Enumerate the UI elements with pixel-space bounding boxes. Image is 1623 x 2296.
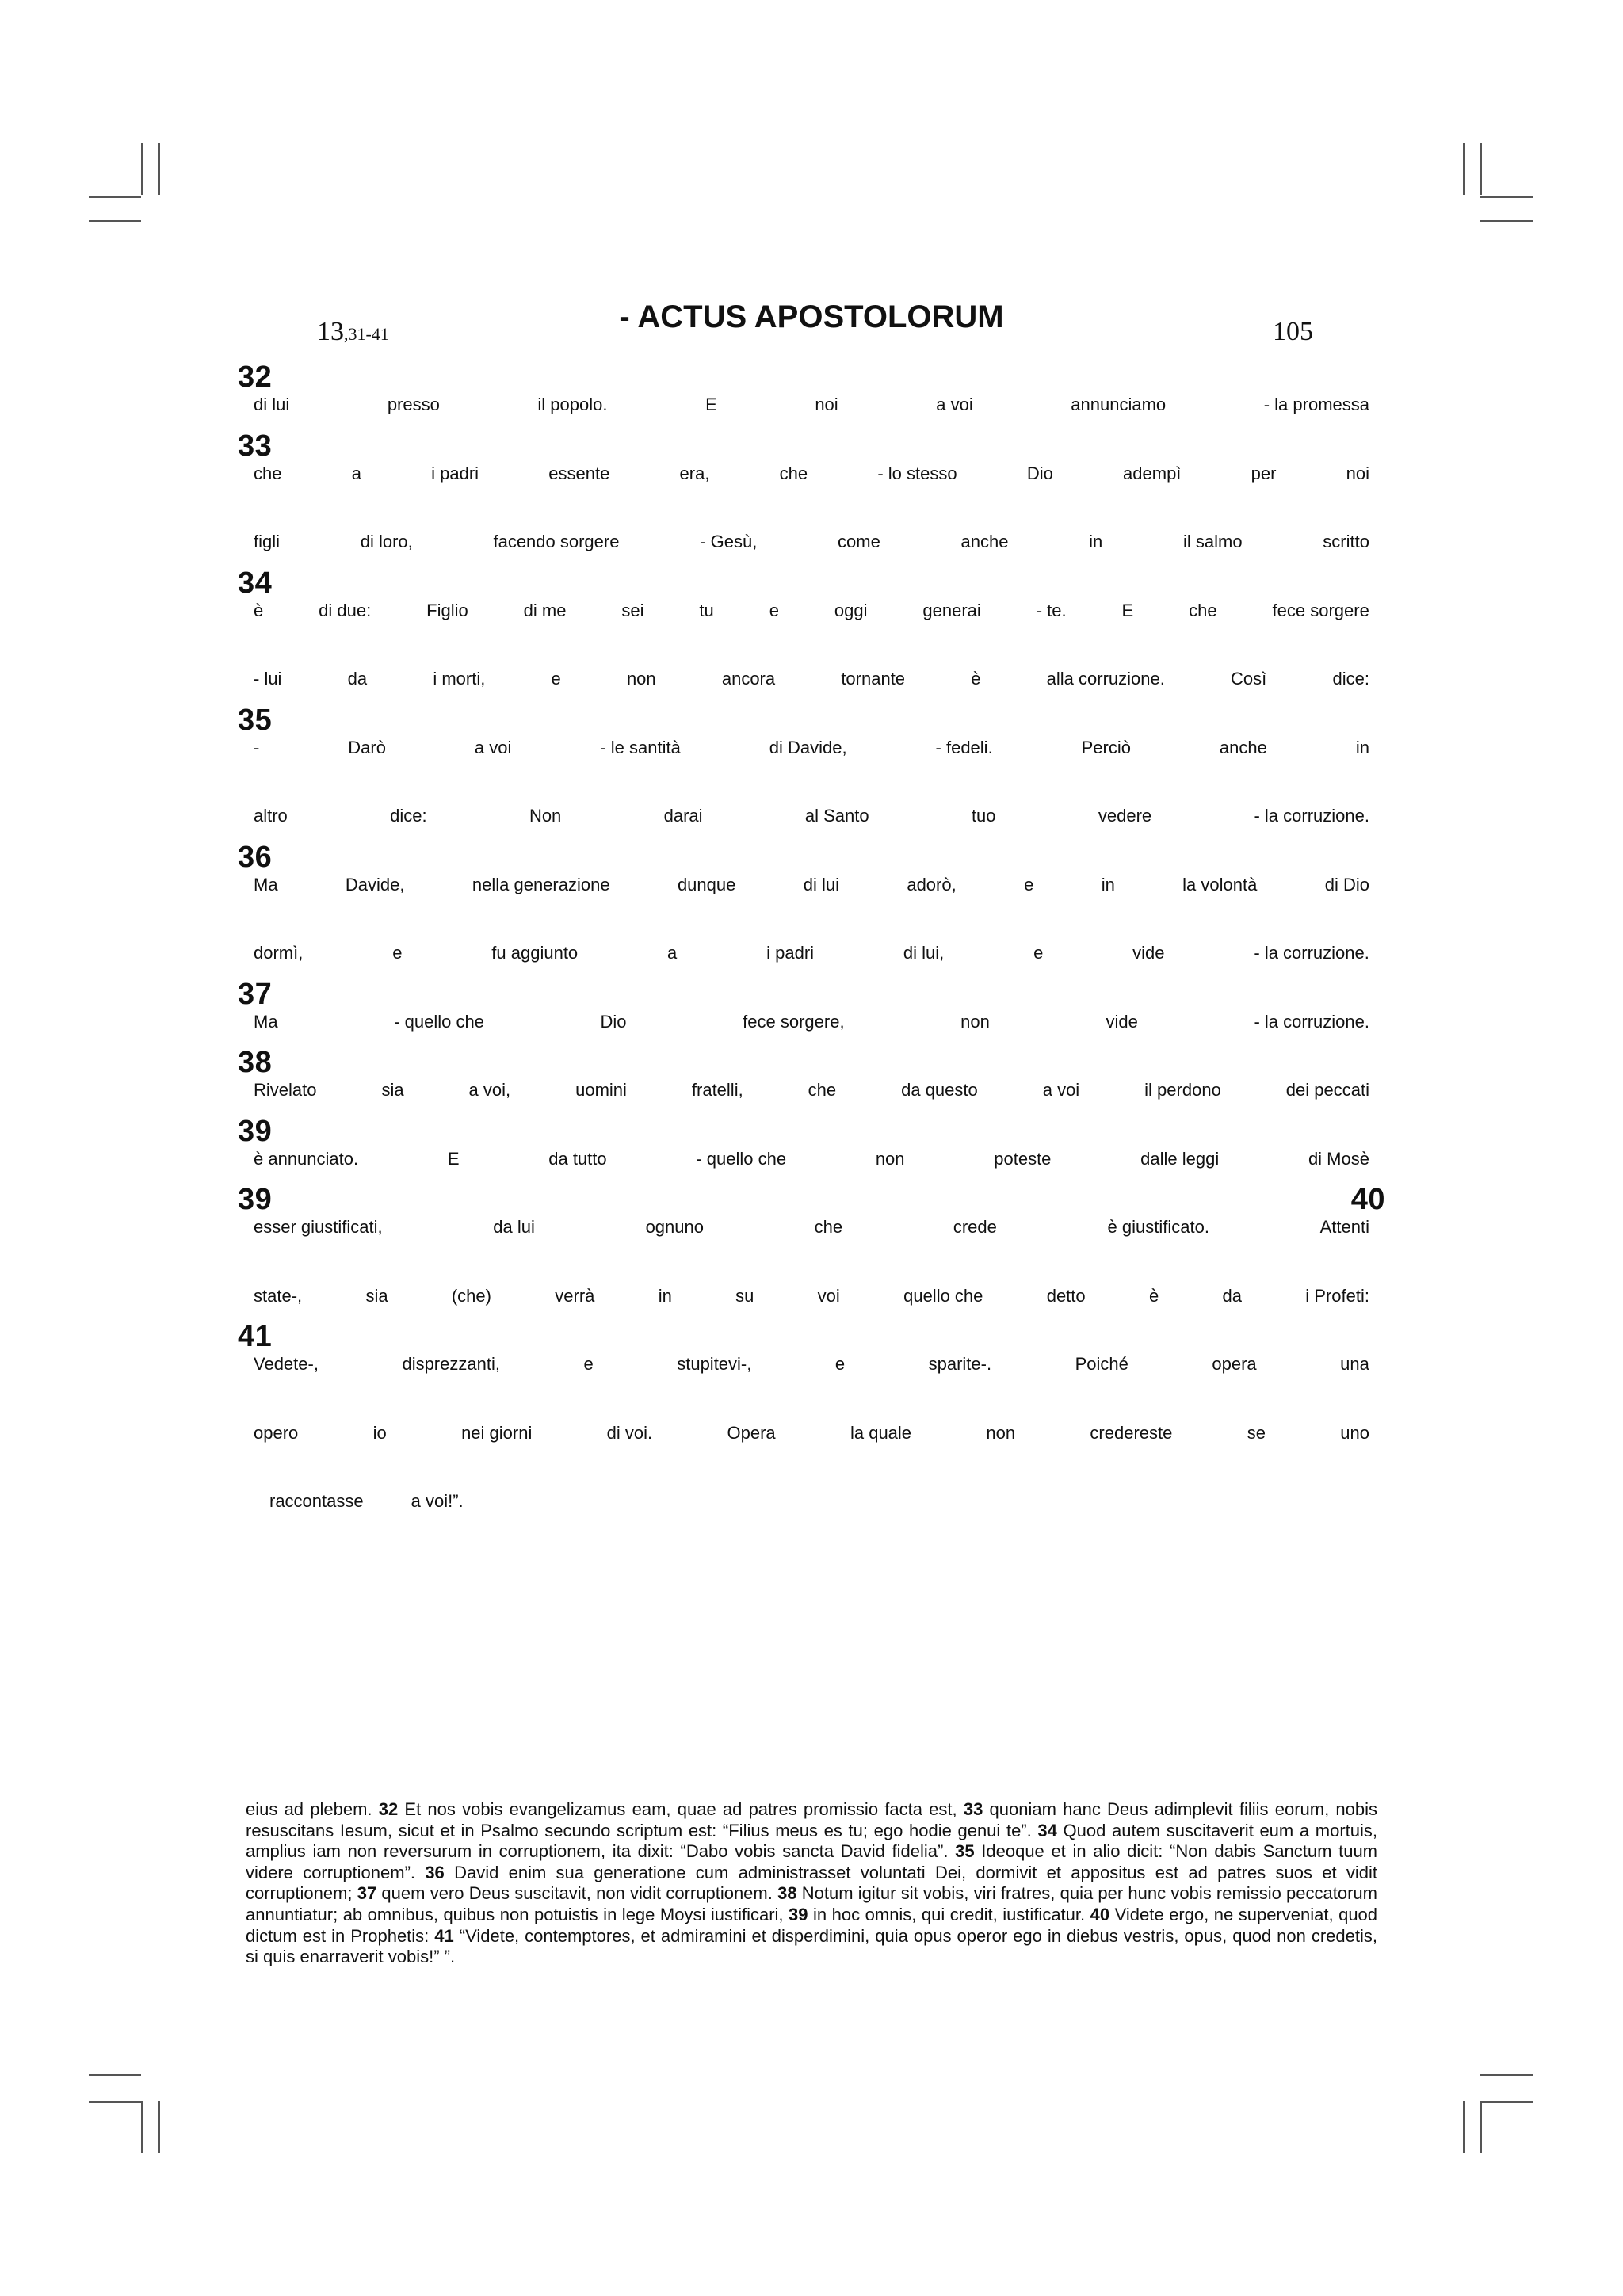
gloss-word: tornante xyxy=(841,669,906,688)
verse-number: 35 xyxy=(238,703,273,737)
gloss-word: di lui xyxy=(254,395,290,414)
latin-verse-text: David enim sua generatione cum administrasset voluntati Dei, dormivit et appositus est ad patres suos et vidit corruptionem; xyxy=(246,1862,1377,1904)
latin-vulgate-text xyxy=(246,1799,1377,1968)
gloss-word: da tutto xyxy=(548,1148,607,1169)
gloss-word: Davide, xyxy=(345,874,405,894)
gloss-word: non xyxy=(986,1422,1016,1443)
gloss-word: di loro, xyxy=(360,532,413,551)
italian-gloss-line xyxy=(238,463,1385,484)
gloss-word: darai xyxy=(663,806,703,826)
gloss-word: da lui xyxy=(493,1217,535,1237)
gloss-word: di lui xyxy=(803,874,839,894)
italian-gloss-line xyxy=(238,601,1385,621)
latin-verse-text: Notum igitur sit vobis, viri fratres, quia per hunc vobis remissio peccatorum annuntiatur; ab omnibus, quibus non potuistis in lege Moysi iustificari, xyxy=(246,1883,1377,1924)
italian-gloss-line xyxy=(238,1012,1385,1032)
armenian-line xyxy=(238,1382,1385,1423)
gloss-word: e xyxy=(1033,943,1044,963)
gloss-word: - lui xyxy=(254,669,282,688)
interlinear-line xyxy=(238,902,1385,971)
gloss-word: di voi. xyxy=(606,1422,653,1443)
gloss-word: Ma xyxy=(254,1011,278,1032)
crop-mark xyxy=(1480,220,1533,222)
gloss-word: e xyxy=(551,669,561,688)
italian-gloss-line xyxy=(238,395,1385,415)
verse-number: 39 xyxy=(238,1114,273,1148)
gloss-word: Dio xyxy=(1026,463,1053,483)
interlinear-line xyxy=(238,1382,1385,1451)
latin-verse-text: Videte ergo, ne superveniat, quod dictum est in Prophetis: xyxy=(246,1904,1378,1946)
armenian-line xyxy=(238,1108,1385,1149)
gloss-word: anche xyxy=(1219,737,1267,757)
verse-number: 38 xyxy=(238,1046,273,1079)
gloss-word: dunque xyxy=(677,874,736,894)
gloss-word: oggi xyxy=(834,600,868,620)
armenian-line xyxy=(238,1039,1385,1080)
gloss-word: detto xyxy=(1046,1285,1086,1306)
gloss-word: e xyxy=(834,1354,846,1374)
gloss-word: dalle leggi xyxy=(1140,1148,1220,1169)
armenian-line xyxy=(238,1176,1385,1217)
latin-verse-text: Ideoque et in alio dicit: “Non dabis Sanctum tuum videre corruptionem”. xyxy=(246,1841,1378,1882)
gloss-word: da xyxy=(1222,1285,1242,1306)
armenian-line xyxy=(238,559,1385,601)
gloss-word: io xyxy=(372,1422,387,1443)
verse-number: 33 xyxy=(238,429,273,463)
verse-number: 41 xyxy=(238,1320,273,1353)
italian-gloss-line xyxy=(238,1491,1385,1512)
armenian-line xyxy=(238,902,1385,943)
gloss-word: - la corruzione. xyxy=(1254,1011,1369,1032)
latin-verse-number: 32 xyxy=(378,1799,399,1819)
italian-gloss-line xyxy=(238,806,1385,826)
gloss-word: la quale xyxy=(850,1422,912,1443)
armenian-line xyxy=(238,353,1385,395)
gloss-word: di Dio xyxy=(1324,874,1369,894)
italian-gloss-line xyxy=(238,738,1385,758)
gloss-word: non xyxy=(875,1148,905,1169)
crop-mark xyxy=(1480,2101,1533,2103)
gloss-word: è giustificato. xyxy=(1107,1217,1209,1237)
gloss-word: verrà xyxy=(555,1285,595,1306)
gloss-word: sia xyxy=(365,1285,388,1306)
gloss-word: a voi!”. xyxy=(411,1491,464,1511)
gloss-word: - le santità xyxy=(600,737,681,757)
gloss-word: a xyxy=(351,463,361,483)
armenian-line xyxy=(238,971,1385,1012)
verse-number: 34 xyxy=(238,566,273,600)
crop-mark xyxy=(1480,2101,1482,2153)
gloss-word: sparite-. xyxy=(928,1354,992,1374)
gloss-word: esser giustificati, xyxy=(254,1217,383,1237)
gloss-word: uomini xyxy=(575,1080,627,1100)
gloss-word: Vedete-, xyxy=(254,1354,319,1374)
armenian-line xyxy=(238,422,1385,463)
armenian-line xyxy=(238,1313,1385,1354)
gloss-word: quello che xyxy=(903,1285,983,1306)
gloss-word: i Profeti: xyxy=(1305,1285,1369,1306)
armenian-line xyxy=(238,833,1385,875)
interlinear-line xyxy=(238,1108,1385,1177)
running-title xyxy=(0,299,1623,335)
latin-verse-text: eius ad plebem. xyxy=(246,1799,379,1819)
gloss-word: a xyxy=(667,943,678,963)
verse-number: 40 xyxy=(1350,1183,1385,1216)
gloss-word: Così xyxy=(1231,669,1267,688)
latin-verse-text: Et nos vobis evangelizamus eam, quae ad patres promissio facta est, xyxy=(398,1799,964,1819)
gloss-word: - Gesù, xyxy=(700,532,758,551)
crop-mark xyxy=(141,2101,143,2153)
gloss-word: a voi xyxy=(474,737,512,757)
interlinear-line xyxy=(238,559,1385,628)
gloss-word: ancora xyxy=(721,669,776,688)
crop-mark xyxy=(89,2074,141,2076)
latin-verse-number: 41 xyxy=(434,1925,454,1946)
gloss-word: crede xyxy=(953,1217,997,1237)
gloss-word: (che) xyxy=(451,1285,491,1306)
gloss-word: anche xyxy=(960,532,1009,551)
latin-verse-text: “Videte, contemptores, et admiramini et disperdimini, quia opus operor ego in diebus vestris, opus, quod non credetis, si quis enarraverit vobis!” ”. xyxy=(246,1925,1377,1967)
gloss-word: sei xyxy=(621,600,644,620)
interlinear-line xyxy=(238,1245,1385,1314)
gloss-word: che xyxy=(254,463,282,483)
gloss-word: per xyxy=(1251,463,1277,483)
gloss-word: il popolo. xyxy=(537,395,608,414)
gloss-word: che xyxy=(808,1080,837,1100)
gloss-word: Figlio xyxy=(426,600,468,620)
crop-mark xyxy=(89,196,141,198)
italian-gloss-line xyxy=(238,1354,1385,1375)
verse-number: 32 xyxy=(238,360,273,394)
italian-gloss-line xyxy=(238,669,1385,689)
gloss-word: stupitevi-, xyxy=(677,1354,752,1374)
gloss-word: una xyxy=(1340,1354,1369,1374)
gloss-word: da xyxy=(347,669,368,688)
crop-mark xyxy=(1480,143,1482,195)
interlinear-line xyxy=(238,833,1385,902)
crop-mark xyxy=(141,143,143,195)
gloss-word: noi xyxy=(815,395,838,414)
latin-verse-number: 35 xyxy=(955,1841,975,1862)
gloss-word: il salmo xyxy=(1183,532,1243,551)
gloss-word: in xyxy=(1101,874,1115,894)
verse-number: 39 xyxy=(238,1183,273,1216)
gloss-word: disprezzanti, xyxy=(402,1354,500,1374)
page-number: 105 xyxy=(1273,317,1313,346)
armenian-line xyxy=(238,627,1385,669)
armenian-line xyxy=(238,490,1385,532)
gloss-word: è xyxy=(1148,1285,1159,1306)
gloss-word: è xyxy=(971,669,981,688)
verse-range: ,31-41 xyxy=(344,324,389,344)
gloss-word: credereste xyxy=(1090,1422,1173,1443)
title-latin: ACTUS APOSTOLORUM xyxy=(637,299,1004,334)
gloss-word: in xyxy=(658,1285,672,1306)
interlinear-line xyxy=(238,971,1385,1039)
crop-mark xyxy=(89,2101,141,2103)
gloss-word: è annunciato. xyxy=(254,1148,359,1169)
interlinear-line xyxy=(238,490,1385,559)
gloss-word: fratelli, xyxy=(691,1080,743,1100)
interlinear-line xyxy=(238,1313,1385,1382)
italian-gloss-line xyxy=(238,1149,1385,1169)
gloss-word: - la corruzione. xyxy=(1254,943,1369,963)
latin-verse-number: 38 xyxy=(777,1883,797,1904)
gloss-word: facendo sorgere xyxy=(493,532,620,551)
gloss-word: al Santo xyxy=(804,806,869,826)
gloss-word: nei giorni xyxy=(461,1422,533,1443)
gloss-word: di due: xyxy=(319,600,372,620)
interlinear-line xyxy=(238,422,1385,491)
gloss-word: fece sorgere xyxy=(1272,600,1369,620)
gloss-word: nella generazione xyxy=(472,874,610,894)
gloss-word: fu aggiunto xyxy=(491,943,579,963)
armenian-line xyxy=(238,765,1385,806)
gloss-word: poteste xyxy=(994,1148,1052,1169)
gloss-word: ognuno xyxy=(645,1217,704,1237)
gloss-word: dice: xyxy=(1332,669,1369,688)
crop-mark xyxy=(1480,2074,1533,2076)
gloss-word: Perciò xyxy=(1081,737,1131,757)
gloss-word: di lui, xyxy=(903,943,945,963)
latin-verse-number: 39 xyxy=(789,1904,808,1924)
interlinear-line xyxy=(238,696,1385,765)
gloss-word: opera xyxy=(1212,1354,1257,1374)
gloss-word: come xyxy=(838,532,880,551)
armenian-line xyxy=(238,1245,1385,1286)
gloss-word: e xyxy=(392,943,403,963)
gloss-word: che xyxy=(814,1217,843,1237)
latin-verse-text: in hoc omnis, qui credit, iustificatur. xyxy=(808,1904,1090,1924)
gloss-word: - quello che xyxy=(394,1011,484,1032)
gloss-word: a voi xyxy=(1042,1080,1080,1100)
italian-gloss-line xyxy=(238,1217,1385,1238)
latin-verse-number: 37 xyxy=(357,1883,377,1904)
italian-gloss-line xyxy=(238,1286,1385,1306)
gloss-word: opero xyxy=(254,1422,299,1443)
gloss-word: - la promessa xyxy=(1263,395,1369,414)
interlinear-line xyxy=(238,1450,1385,1519)
gloss-word: raccontasse xyxy=(269,1491,364,1511)
gloss-word: i padri xyxy=(431,463,479,483)
title-separator: - xyxy=(619,299,638,334)
gloss-word: Ma xyxy=(254,874,278,894)
interlinear-line xyxy=(238,1039,1385,1108)
gloss-word: sia xyxy=(381,1080,404,1100)
italian-gloss-line xyxy=(238,943,1385,963)
armenian-line xyxy=(238,696,1385,738)
gloss-word: generai xyxy=(922,600,981,620)
gloss-word: - la corruzione. xyxy=(1254,806,1369,826)
gloss-word: Rivelato xyxy=(254,1080,317,1100)
interlinear-line xyxy=(238,353,1385,422)
gloss-word: a voi, xyxy=(468,1080,511,1100)
crop-mark xyxy=(158,2101,160,2153)
gloss-word: - quello che xyxy=(696,1148,787,1169)
gloss-word: state-, xyxy=(254,1285,303,1306)
crop-mark xyxy=(89,220,141,222)
verse-number: 36 xyxy=(238,840,273,874)
gloss-word: è xyxy=(254,600,264,620)
latin-verse-number: 36 xyxy=(425,1862,445,1882)
gloss-word: voi xyxy=(817,1285,840,1306)
gloss-word: da questo xyxy=(901,1080,978,1100)
gloss-word: essente xyxy=(548,463,610,483)
gloss-word: e xyxy=(1024,874,1034,894)
italian-gloss-line xyxy=(238,1080,1385,1100)
gloss-word: Poiché xyxy=(1075,1354,1128,1374)
latin-verse-text: Quod autem suscitaverit eum a mortuis, amplius iam non reversurum in corruptionem, ita dixit: “Dabo vobis sancta David fidelia”. xyxy=(246,1820,1378,1862)
gloss-word: Dio xyxy=(600,1011,627,1032)
gloss-word: a voi xyxy=(936,395,973,414)
gloss-word: E xyxy=(447,1148,460,1169)
verse-number: 37 xyxy=(238,977,273,1011)
interlinear-line xyxy=(238,1176,1385,1245)
gloss-word: in xyxy=(1355,737,1369,757)
italian-gloss-line xyxy=(238,875,1385,895)
gloss-word: adempì xyxy=(1123,463,1182,483)
gloss-word: la volontà xyxy=(1182,874,1258,894)
gloss-word: - fedeli. xyxy=(935,737,993,757)
gloss-word: vide xyxy=(1106,1011,1138,1032)
gloss-word: vide xyxy=(1132,943,1165,963)
gloss-word: Attenti xyxy=(1319,1217,1369,1237)
gloss-word: di me xyxy=(523,600,567,620)
latin-verse-number: 40 xyxy=(1090,1904,1110,1924)
gloss-word: che xyxy=(779,463,808,483)
gloss-word: tuo xyxy=(971,806,996,826)
gloss-word: fece sorgere, xyxy=(743,1011,845,1032)
gloss-word: figli xyxy=(254,532,281,551)
gloss-word: - xyxy=(254,737,260,757)
gloss-word: il perdono xyxy=(1144,1080,1221,1100)
gloss-word: dice: xyxy=(390,806,427,826)
latin-verse-number: 34 xyxy=(1037,1820,1057,1840)
gloss-word: Darò xyxy=(348,737,386,757)
gloss-word: vedere xyxy=(1098,806,1152,826)
gloss-word: tu xyxy=(699,600,714,620)
gloss-word: - lo stesso xyxy=(877,463,957,483)
gloss-word: adorò, xyxy=(907,874,957,894)
gloss-word: presso xyxy=(387,395,440,414)
gloss-word: e xyxy=(769,600,779,620)
gloss-word: era, xyxy=(679,463,710,483)
gloss-word: uno xyxy=(1340,1422,1369,1443)
gloss-word: e xyxy=(583,1354,594,1374)
gloss-word: in xyxy=(1089,532,1103,551)
gloss-word: su xyxy=(735,1285,754,1306)
crop-mark xyxy=(1463,2101,1465,2153)
gloss-word: scritto xyxy=(1323,532,1369,551)
interlinear-line xyxy=(238,765,1385,833)
latin-verse-text: quoniam hanc Deus adimplevit filiis eorum, nobis resuscitans Iesum, sicut et in Psalmo secundo scriptum est: “Filius meus es tu; ego hodie genui te”. xyxy=(246,1799,1378,1840)
gloss-word: E xyxy=(705,395,717,414)
running-header xyxy=(0,299,1623,355)
gloss-word: alla corruzione. xyxy=(1046,669,1165,688)
gloss-word: - te. xyxy=(1036,600,1067,620)
gloss-word: E xyxy=(1121,600,1134,620)
armenian-line xyxy=(238,1450,1385,1491)
crop-mark xyxy=(158,143,160,195)
gloss-word: annunciamo xyxy=(1071,395,1167,414)
interlinear-text xyxy=(238,353,1385,1519)
crop-mark xyxy=(1480,196,1533,198)
gloss-word: se xyxy=(1247,1422,1266,1443)
gloss-word: dei peccati xyxy=(1285,1080,1369,1100)
gloss-word: non xyxy=(626,669,656,688)
gloss-word: Opera xyxy=(727,1422,776,1443)
gloss-word: i padri xyxy=(766,943,815,963)
gloss-word: i morti, xyxy=(433,669,486,688)
italian-gloss-line xyxy=(238,532,1385,552)
latin-verse-number: 33 xyxy=(963,1799,983,1819)
gloss-word: dormì, xyxy=(254,943,304,963)
gloss-word: di Davide, xyxy=(769,737,847,757)
italian-gloss-line xyxy=(238,1423,1385,1444)
gloss-word: che xyxy=(1189,600,1217,620)
gloss-word: di Mosè xyxy=(1308,1148,1369,1169)
latin-verse-text: quem vero Deus suscitavit, non vidit corruptionem. xyxy=(376,1883,778,1904)
gloss-word: noi xyxy=(1346,463,1369,483)
interlinear-line xyxy=(238,627,1385,696)
crop-mark xyxy=(1463,143,1465,195)
gloss-word: Non xyxy=(529,806,562,826)
chapter-number: 13 xyxy=(317,317,344,346)
gloss-word: non xyxy=(960,1011,990,1032)
gloss-word: altro xyxy=(254,806,288,826)
